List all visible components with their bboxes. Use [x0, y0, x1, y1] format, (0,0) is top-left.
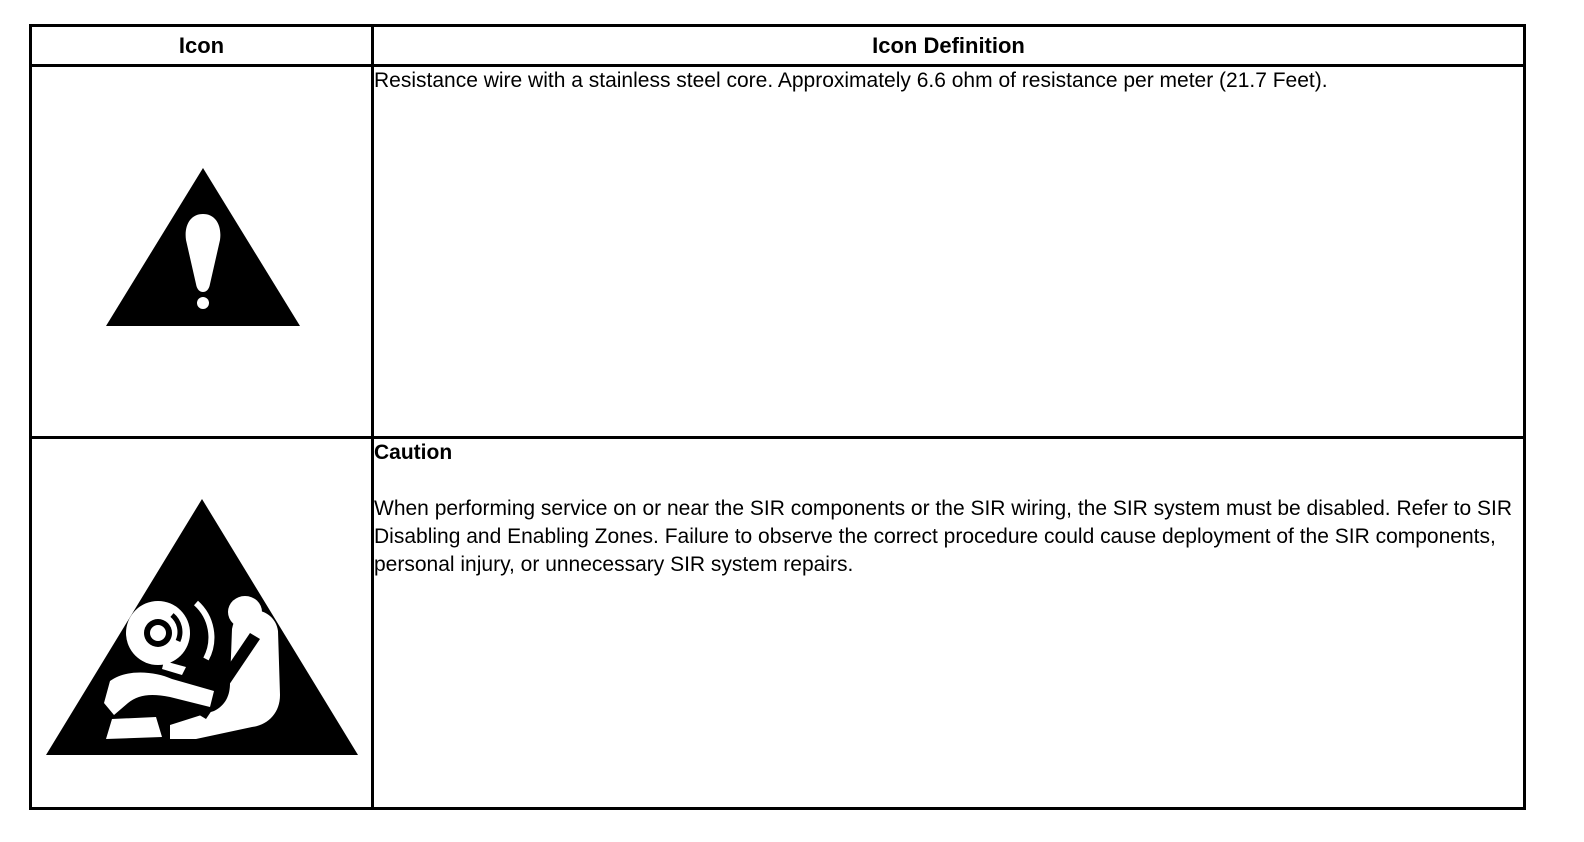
sir-airbag-caution-icon	[46, 499, 358, 755]
icon-cell	[31, 438, 373, 809]
definition-text: When performing service on or near the SIR components or the SIR wiring, the SIR system must be disabled. Refer to SIR Disabling and Enabling Zones. Failure to observe the correct procedure could cause deployment of the SIR components, personal injury, or unnecessary SIR system repairs.	[374, 497, 1512, 576]
table-row	[31, 438, 1525, 809]
warning-triangle-icon	[106, 168, 300, 326]
table-header-row	[31, 26, 1525, 66]
icon-definition-table	[29, 24, 1526, 810]
definition-cell	[373, 438, 1525, 809]
icon-cell	[31, 66, 373, 438]
caution-heading: Caution	[374, 441, 453, 464]
definition-text: Resistance wire with a stainless steel core. Approximately 6.6 ohm of resistance per meter (21.7 Feet).	[374, 69, 1328, 92]
definition-cell	[373, 66, 1525, 438]
icon-column-header: Icon	[31, 26, 373, 66]
table-row	[31, 66, 1525, 438]
definition-column-header: Icon Definition	[373, 26, 1525, 66]
